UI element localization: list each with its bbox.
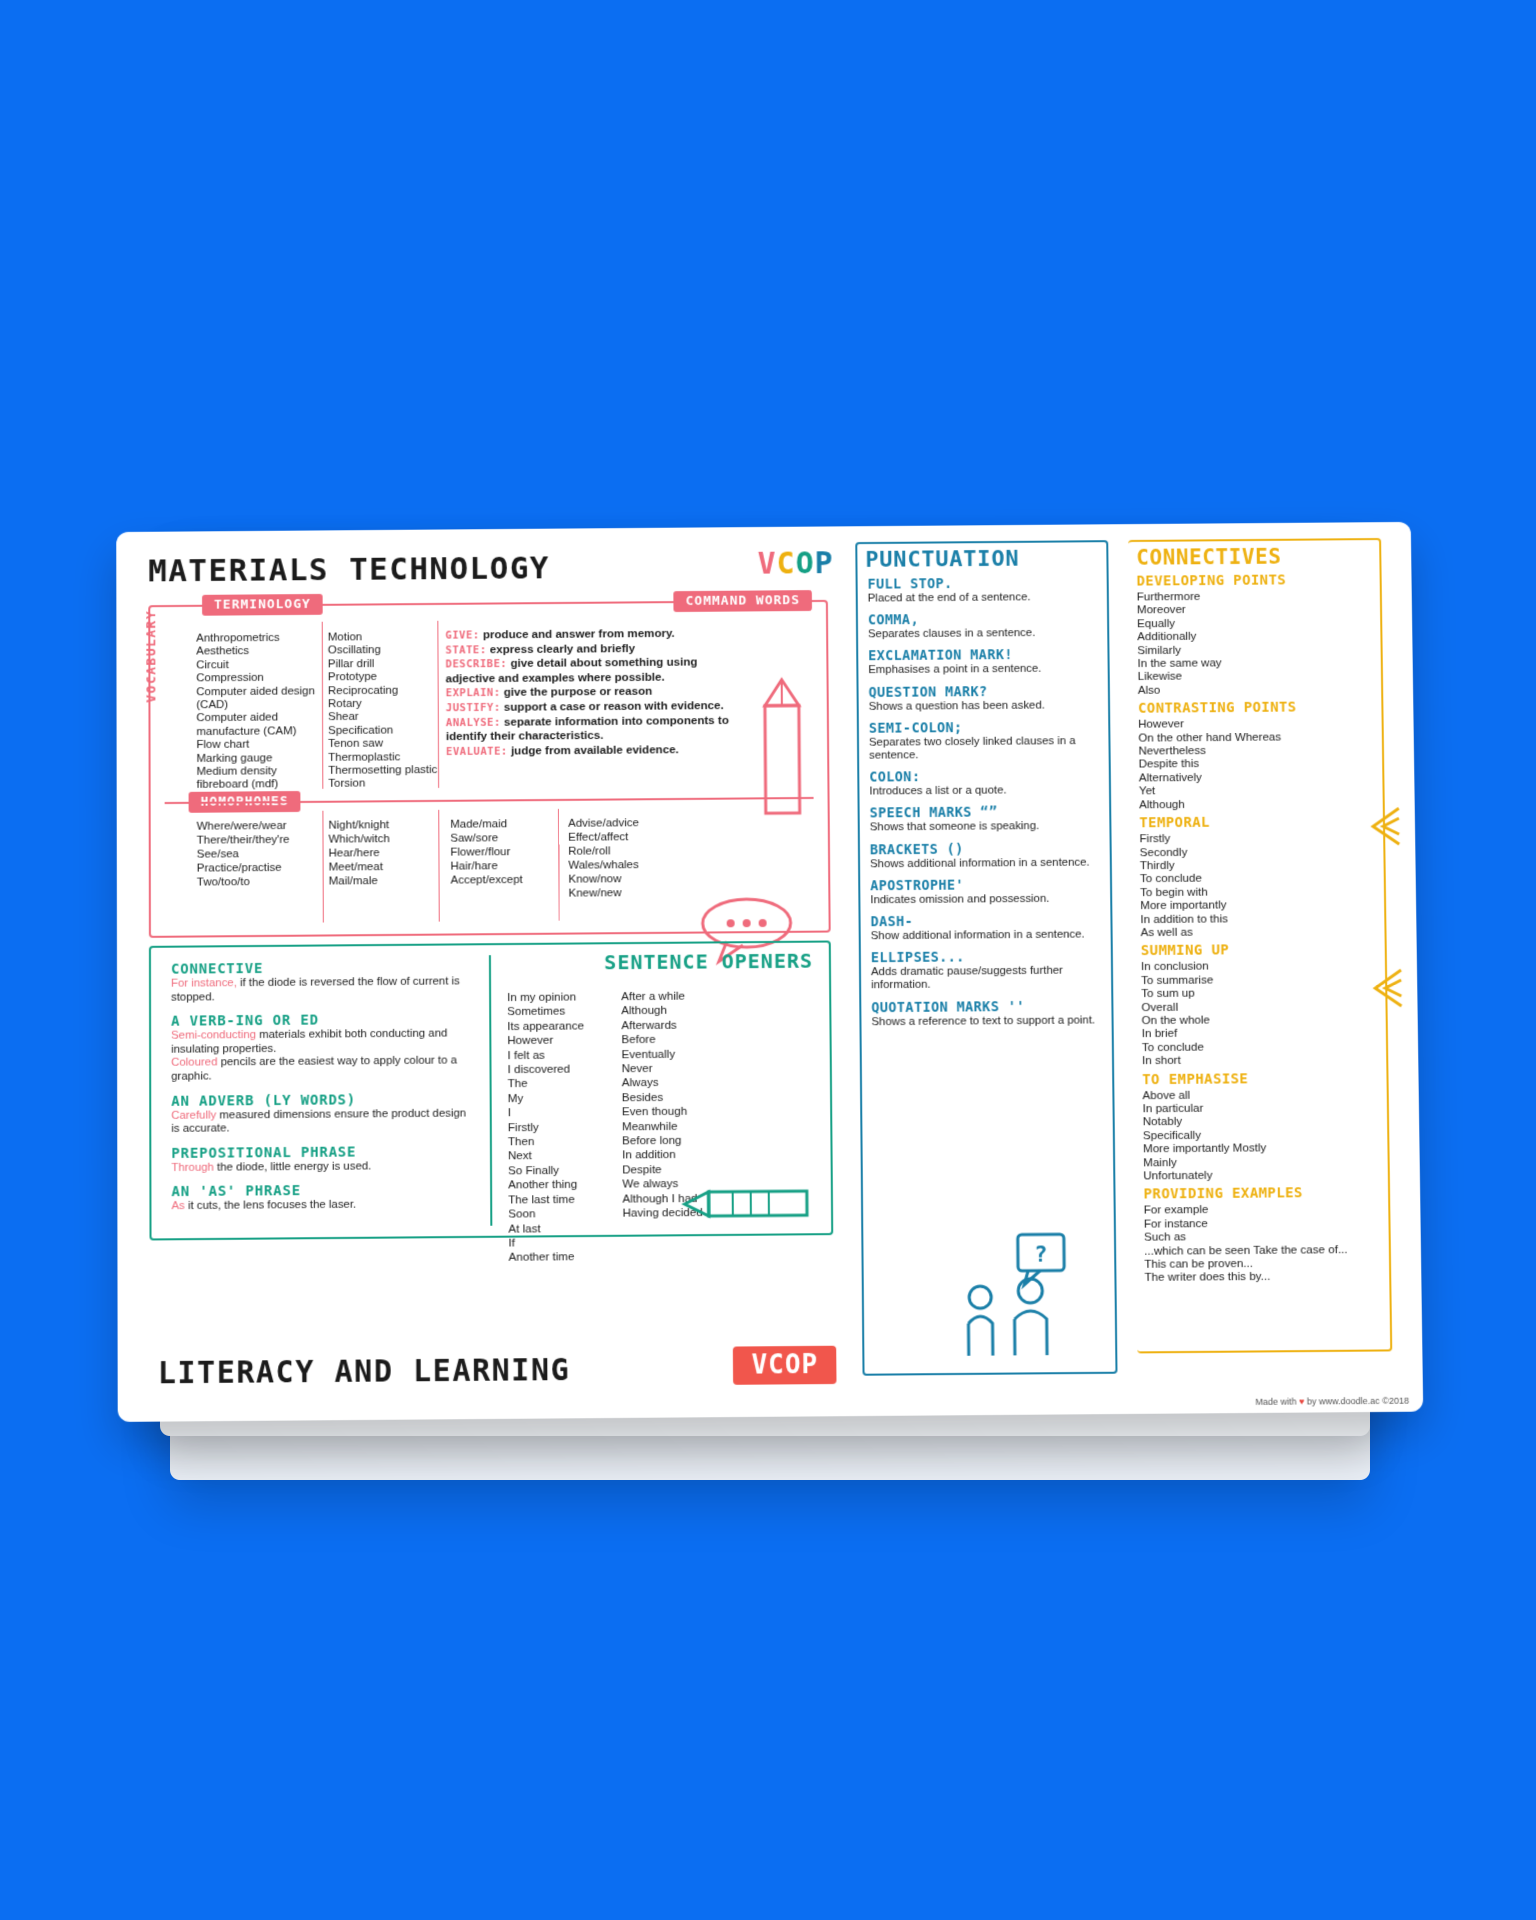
command-definition: judge from available evidence. xyxy=(510,742,679,758)
command-definition: give the purpose or reason xyxy=(503,685,653,700)
list-item: Eventually xyxy=(621,1047,676,1061)
list-item: Mainly xyxy=(1143,1155,1177,1170)
list-item: See/sea xyxy=(196,848,239,861)
list-item: Medium density fibreboard (mdf) xyxy=(196,765,279,792)
punctuation-name: COMMA, xyxy=(867,612,919,629)
group-heading: SUMMING UP xyxy=(1140,942,1230,960)
list-item: More importantly xyxy=(1140,898,1227,913)
sentence-openers-title: SENTENCE OPENERS xyxy=(604,948,814,975)
list-item: Similarly xyxy=(1137,643,1182,657)
list-item: In addition xyxy=(622,1148,676,1162)
list-item: Specifically xyxy=(1142,1128,1202,1143)
example-sentence xyxy=(171,1028,471,1058)
list-item xyxy=(171,1182,472,1214)
command-word: EVALUATE: xyxy=(445,745,508,758)
vcop-logo xyxy=(757,546,833,581)
list-item: Anthropometrics xyxy=(196,631,280,645)
command-definition: support a case or reason with evidence. xyxy=(503,699,724,714)
group-heading: TEMPORAL xyxy=(1139,814,1210,832)
pencil-horizontal-icon xyxy=(681,1188,814,1224)
list-item: Besides xyxy=(621,1090,664,1105)
list-item: If xyxy=(508,1236,515,1250)
highlight: For instance, xyxy=(170,977,237,990)
list-item: Hair/hare xyxy=(450,860,498,873)
command-definition: produce and answer from memory. xyxy=(482,626,675,642)
list-item: Firstly xyxy=(1139,832,1171,846)
credit-line xyxy=(1255,1396,1409,1407)
list-item: The last time xyxy=(508,1192,575,1207)
punctuation-name: DASH- xyxy=(870,913,914,931)
list-item: Having decided xyxy=(622,1206,703,1220)
homophones-column-2 xyxy=(328,818,438,889)
highlight: As xyxy=(171,1200,185,1213)
list-item: To conclude xyxy=(1141,1040,1204,1054)
list-item: Mail/male xyxy=(328,875,378,888)
connective-examples-list xyxy=(171,959,472,1223)
list-item xyxy=(171,959,471,1005)
highlight: Coloured xyxy=(171,1056,218,1070)
punctuation-title: PUNCTUATION xyxy=(865,546,1020,573)
list-item: Marking gauge xyxy=(196,752,273,765)
divider xyxy=(322,811,323,923)
example-heading: AN ADVERB (LY WORDS) xyxy=(171,1091,357,1110)
punctuation-name: ELLIPSES... xyxy=(870,949,965,967)
list-item xyxy=(171,1143,472,1175)
connectives-examples-panel xyxy=(149,941,833,1265)
connectives-panel xyxy=(1128,538,1392,1353)
list-item: Although xyxy=(1139,797,1185,812)
page-title: MATERIALS TECHNOLOGY xyxy=(148,550,551,590)
list-item: Firstly xyxy=(507,1120,539,1134)
group-heading: DEVELOPING POINTS xyxy=(1136,572,1287,590)
list-item: To summarise xyxy=(1141,973,1214,987)
punctuation-desc: Shows a question has been asked. xyxy=(868,699,1045,713)
homophones-column-3 xyxy=(450,817,560,888)
list-item: There/their/they're xyxy=(196,833,290,847)
command-word: JUSTIFY: xyxy=(445,701,501,715)
list-item: However xyxy=(507,1033,554,1048)
list-item: Advise/advice xyxy=(568,817,640,830)
list-item: Sometimes xyxy=(507,1004,566,1019)
list-item: Never xyxy=(621,1061,653,1076)
list-item: To sum up xyxy=(1141,986,1195,1001)
list-item: In brief xyxy=(1141,1027,1178,1041)
list-item: Role/roll xyxy=(568,845,611,858)
vcop-letter-v: V xyxy=(757,546,777,582)
punctuation-desc: Shows that someone is speaking. xyxy=(869,820,1040,834)
list-item: In short xyxy=(1141,1053,1181,1068)
list-item: As well as xyxy=(1140,925,1193,940)
footer xyxy=(150,1344,843,1404)
list-item: Despite this xyxy=(1138,757,1200,771)
list-item: On the whole xyxy=(1141,1013,1211,1028)
punctuation-name: APOSTROPHE' xyxy=(870,877,965,895)
list-item: Effect/affect xyxy=(568,831,629,844)
list-item: Accept/except xyxy=(450,874,523,887)
list-item: Circuit xyxy=(196,659,229,672)
list-item: Saw/sore xyxy=(450,832,499,845)
list-item: Reciprocating xyxy=(327,684,399,697)
command-words-list xyxy=(445,626,735,759)
example-rest: materials exhibit both conducting and insulating properties. xyxy=(171,1027,448,1056)
list-item: Yet xyxy=(1138,784,1156,798)
command-words-tag: COMMAND WORDS xyxy=(674,590,812,612)
list-item: Secondly xyxy=(1139,845,1188,859)
people-talking-icon xyxy=(958,1230,1086,1365)
punctuation-desc: Shows a reference to text to support a point. xyxy=(871,1014,1096,1028)
credit-suffix: by www.doodle.ac ©2018 xyxy=(1304,1395,1410,1407)
list-item: Furthermore xyxy=(1136,590,1201,604)
list-item: To begin with xyxy=(1140,885,1208,899)
punctuation-name: BRACKETS () xyxy=(869,841,964,858)
list-item: I xyxy=(507,1106,512,1120)
list-item: Compression xyxy=(196,672,264,685)
list-item: Also xyxy=(1137,683,1161,697)
command-word: DESCRIBE: xyxy=(445,658,508,671)
list-item: In conclusion xyxy=(1140,959,1209,974)
list-item xyxy=(445,655,734,686)
punctuation-desc: Indicates omission and possession. xyxy=(870,892,1050,907)
punctuation-name: COLON: xyxy=(869,769,921,786)
list-item: In my opinion xyxy=(507,990,577,1005)
arrow-icon xyxy=(1345,966,1406,1015)
list-item: Aesthetics xyxy=(196,645,250,658)
list-item: Know/now xyxy=(568,873,622,886)
list-item: Tenon saw xyxy=(328,737,384,751)
command-definition: express clearly and briefly xyxy=(489,641,636,656)
connectives-title: CONNECTIVES xyxy=(1136,544,1282,570)
example-heading: CONNECTIVE xyxy=(170,960,264,978)
list-item: Meet/meat xyxy=(328,861,383,874)
list-item: We always xyxy=(622,1177,679,1191)
list-item: Practice/practise xyxy=(196,861,282,875)
command-definition: separate information into components to identify their characteristics. xyxy=(445,713,729,744)
example-rest: pencils are the easiest way to apply colour to a graphic. xyxy=(171,1054,458,1083)
list-item: Meanwhile xyxy=(621,1119,678,1134)
group-heading: CONTRASTING POINTS xyxy=(1137,699,1297,717)
example-rest: the diode, little energy is used. xyxy=(213,1160,372,1174)
punctuation-desc: Introduces a list or a quote. xyxy=(869,784,1007,798)
list-item: Computer aided manufacture (CAM) xyxy=(196,711,297,738)
punctuation-name: FULL STOP. xyxy=(867,576,953,593)
vcop-badge: VCOP xyxy=(733,1346,836,1385)
punctuation-desc: Separates clauses in a sentence. xyxy=(867,627,1036,641)
punctuation-desc: Shows additional information in a sentence. xyxy=(870,856,1090,870)
list-item: Equally xyxy=(1136,616,1176,631)
homophones-column-4 xyxy=(568,816,688,901)
example-sentence xyxy=(171,1159,472,1175)
list-item: Unfortunately xyxy=(1143,1168,1213,1183)
highlight: Through xyxy=(171,1161,214,1174)
punctuation-desc: Separates two closely linked clauses in a sentence. xyxy=(868,734,1076,762)
list-item: Notably xyxy=(1142,1115,1183,1129)
list-item: Nevertheless xyxy=(1138,744,1207,758)
divider xyxy=(322,622,324,789)
list-item: Before long xyxy=(622,1133,682,1148)
list-item: Although xyxy=(621,1004,668,1018)
list-item: Although I had xyxy=(622,1191,698,1206)
list-item: Even though xyxy=(621,1105,688,1119)
punctuation-desc: Emphasises a point in a sentence. xyxy=(868,663,1042,677)
example-sentence xyxy=(171,1198,472,1214)
connectives-column xyxy=(1128,538,1394,1370)
list-item: More importantly Mostly xyxy=(1142,1141,1267,1156)
list-item: Rotary xyxy=(327,697,362,711)
list-item: Hear/here xyxy=(328,847,380,860)
sentence-openers-column-2 xyxy=(621,989,753,1221)
list-item: ...which can be seen Take the case of... This can be proven... xyxy=(1144,1242,1348,1271)
list-item: Thirdly xyxy=(1139,858,1175,873)
list-item: Afterwards xyxy=(621,1018,677,1032)
list-item: In the same way xyxy=(1137,656,1222,671)
list-item: Another time xyxy=(508,1250,575,1265)
list-item xyxy=(171,1091,472,1137)
sentence-openers-column-1 xyxy=(507,990,619,1265)
poster-sheet xyxy=(116,522,1423,1422)
list-item: Thermoplastic xyxy=(328,751,401,764)
list-item: Next xyxy=(507,1149,532,1163)
list-item: Flow chart xyxy=(196,738,250,752)
list-item: Moreover xyxy=(1136,603,1186,617)
left-column xyxy=(142,542,847,1407)
command-word: STATE: xyxy=(445,643,487,657)
pencil-icon xyxy=(759,676,806,831)
list-item: Which/witch xyxy=(328,833,390,846)
list-item: For example xyxy=(1143,1203,1209,1218)
command-definition: give detail about something using adjective and examples where possible. xyxy=(445,655,698,686)
list-item: Likewise xyxy=(1137,670,1183,684)
list-item: In addition to this xyxy=(1140,911,1229,926)
list-item: Made/maid xyxy=(450,818,508,831)
list-item: Torsion xyxy=(328,778,366,791)
list-item: Always xyxy=(621,1076,659,1090)
list-item: In particular xyxy=(1142,1101,1204,1116)
list-item: Then xyxy=(507,1135,535,1149)
punctuation-desc: Placed at the end of a sentence. xyxy=(867,591,1031,605)
command-word: EXPLAIN: xyxy=(445,687,501,700)
list-item: Pillar drill xyxy=(327,657,375,671)
list-item: I discovered xyxy=(507,1062,571,1077)
list-item: Flower/flour xyxy=(450,846,511,859)
example-rest: it cuts, the lens focuses the laser. xyxy=(184,1199,357,1213)
punctuation-desc: Adds dramatic pause/suggests further information. xyxy=(870,964,1063,992)
terminology-tag: TERMINOLOGY xyxy=(202,594,323,616)
example-heading: A VERB-ING OR ED xyxy=(171,1012,319,1030)
vcop-letter-p: P xyxy=(814,546,834,582)
list-item: Prototype xyxy=(327,671,378,684)
list-item: Before xyxy=(621,1033,656,1047)
punctuation-column xyxy=(855,540,1125,1372)
list-item: My xyxy=(507,1091,524,1106)
vcop-letter-o: O xyxy=(795,546,815,582)
list-item: Its appearance xyxy=(507,1019,585,1033)
example-heading: PREPOSITIONAL PHRASE xyxy=(171,1144,357,1162)
terminology-column-1 xyxy=(196,632,321,793)
vcop-letter-c: C xyxy=(776,546,796,582)
list-item: I felt as xyxy=(507,1048,545,1062)
divider xyxy=(489,955,492,1226)
list-item xyxy=(171,1012,471,1085)
punctuation-name: EXCLAMATION MARK! xyxy=(868,647,1013,665)
list-item: Specification xyxy=(328,724,394,737)
command-word: ANALYSE: xyxy=(445,716,501,729)
list-item: At last xyxy=(508,1221,541,1236)
punctuation-name: SPEECH MARKS “” xyxy=(869,804,998,822)
command-word: GIVE: xyxy=(445,629,480,642)
list-item: Another thing xyxy=(508,1178,578,1192)
list-item: Night/knight xyxy=(328,819,390,832)
list-item: Motion xyxy=(327,631,363,644)
list-item: For instance xyxy=(1143,1216,1208,1231)
list-item: Overall xyxy=(1141,1000,1179,1014)
svg-text:?: ? xyxy=(1034,1242,1048,1268)
list-item: However xyxy=(1138,717,1184,731)
example-rest: measured dimensions ensure the product design is accurate. xyxy=(171,1107,467,1136)
list-item: Alternatively xyxy=(1138,770,1202,785)
vocabulary-panel xyxy=(144,593,830,938)
example-sentence-2 xyxy=(171,1055,471,1085)
list-item: So Finally xyxy=(508,1163,560,1178)
punctuation-name: QUOTATION MARKS '' xyxy=(871,998,1025,1016)
punctuation-name: SEMI-COLON; xyxy=(868,719,963,737)
list-item: Oscillating xyxy=(327,644,381,657)
punctuation-name: QUESTION MARK? xyxy=(868,683,988,701)
example-sentence xyxy=(171,1107,472,1137)
footer-title: LITERACY AND LEARNING xyxy=(157,1352,571,1392)
list-item xyxy=(446,743,735,760)
arrow-icon xyxy=(1343,804,1404,853)
heart-icon: ♥ xyxy=(1298,1396,1305,1407)
list-item: Thermosetting plastic xyxy=(328,764,438,777)
list-item: Shear xyxy=(328,711,359,724)
list-item: The writer does this by... xyxy=(1144,1270,1271,1285)
example-heading: AN 'AS' PHRASE xyxy=(171,1183,301,1201)
list-item: After a while xyxy=(621,989,686,1004)
example-rest: if the diode is reversed the flow of current is stopped. xyxy=(171,975,460,1004)
group-heading: TO EMPHASISE xyxy=(1142,1070,1249,1088)
list-item: Above all xyxy=(1142,1088,1191,1102)
list-item: Two/too/to xyxy=(196,876,250,889)
punctuation-desc: Show additional information in a sentence. xyxy=(870,928,1085,943)
homophones-column-1 xyxy=(197,819,315,890)
example-sentence xyxy=(171,975,471,1005)
list-item: Computer aided design (CAD) xyxy=(196,685,315,712)
list-item: Where/were/wear xyxy=(196,820,287,833)
credit-prefix: Made with xyxy=(1255,1396,1300,1407)
highlight: Semi-conducting xyxy=(171,1029,257,1042)
list-item: On the other hand Whereas xyxy=(1138,730,1282,745)
list-item: The xyxy=(507,1077,528,1091)
list-item: To conclude xyxy=(1139,872,1202,886)
terminology-column-2 xyxy=(328,631,438,792)
vocabulary-label: VOCABULARY xyxy=(144,609,160,703)
list-item: Soon xyxy=(508,1207,536,1221)
list-item: Wales/whales xyxy=(568,859,639,872)
list-item: Despite xyxy=(622,1163,662,1177)
list-item xyxy=(446,713,736,744)
list-item: Such as xyxy=(1143,1230,1187,1244)
list-item: Knew/new xyxy=(568,887,622,900)
list-item: Additionally xyxy=(1137,630,1197,644)
group-heading: PROVIDING EXAMPLES xyxy=(1143,1185,1303,1203)
highlight: Carefully xyxy=(171,1109,217,1122)
